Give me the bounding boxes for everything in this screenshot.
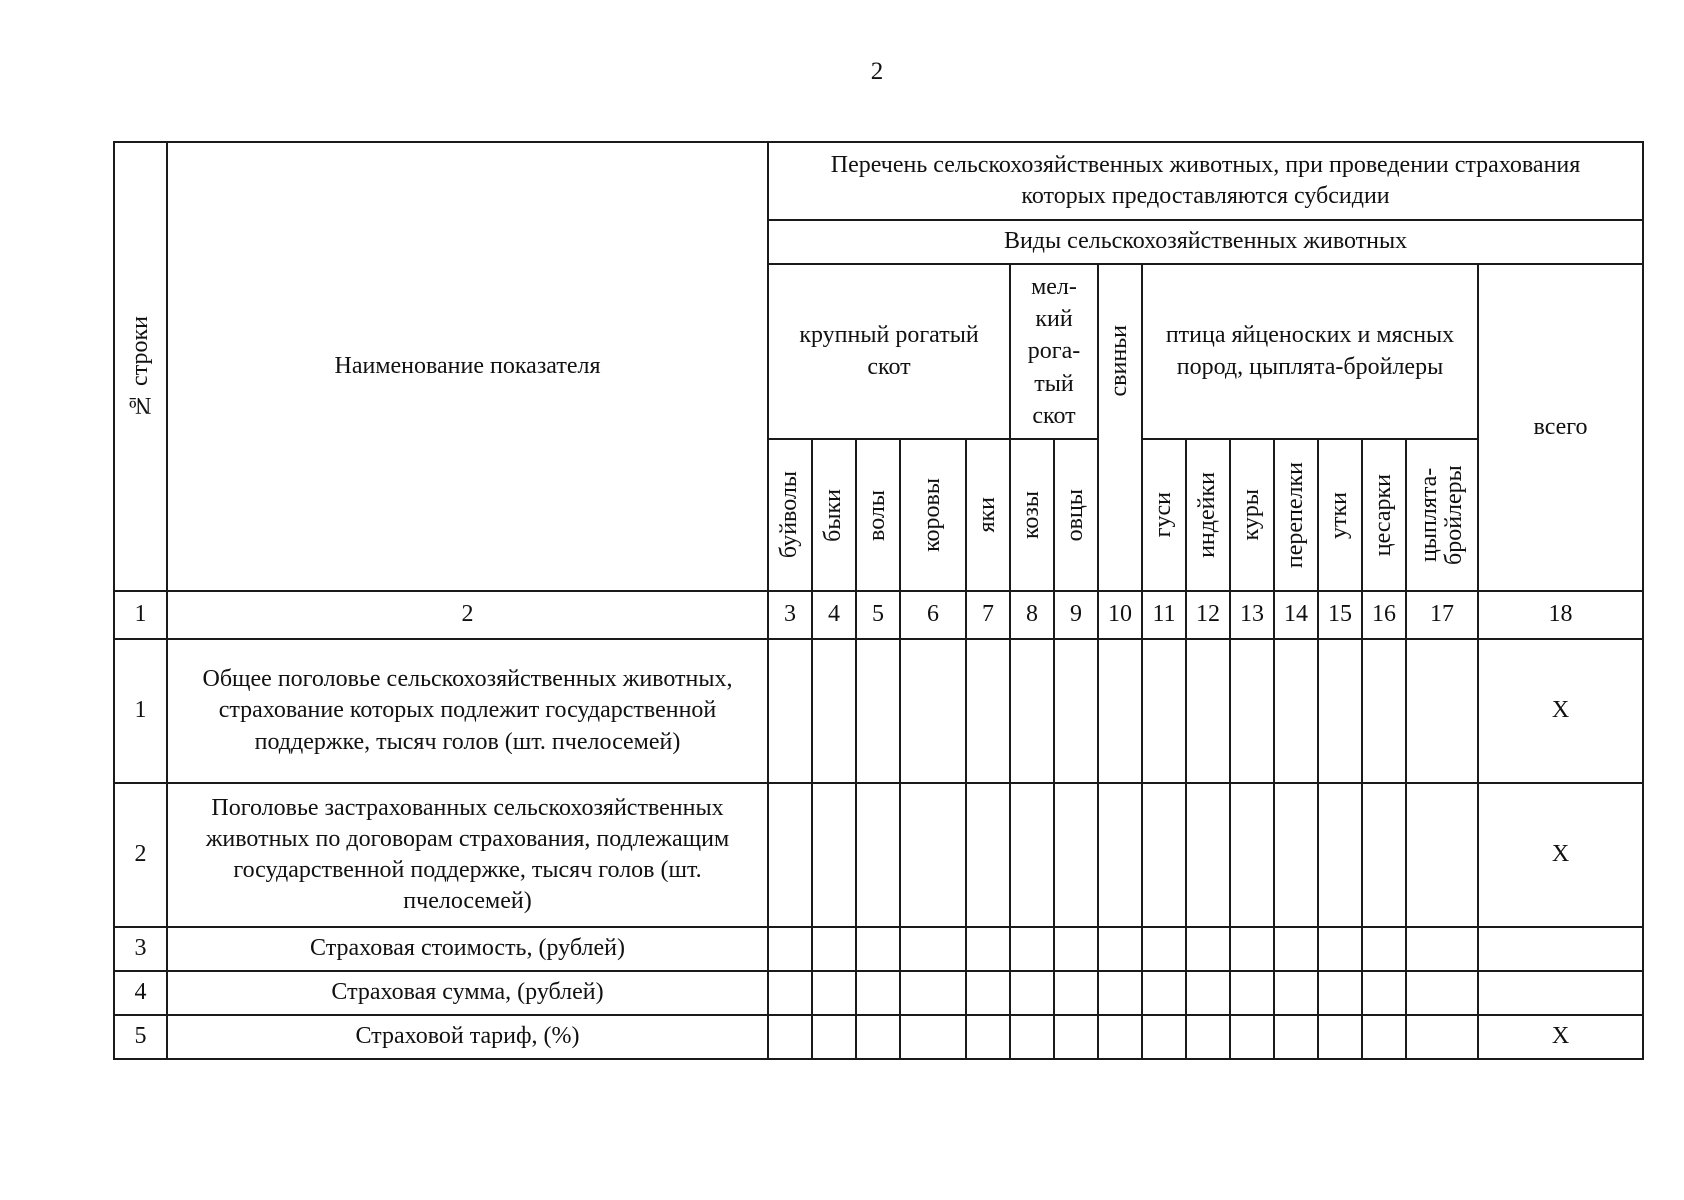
data-cell[interactable] <box>1318 1015 1362 1059</box>
sub-header-guinea-fowl: цесарки <box>1362 439 1406 591</box>
data-cell[interactable] <box>1098 927 1142 971</box>
data-cell[interactable] <box>1274 783 1318 927</box>
data-cell[interactable] <box>900 783 966 927</box>
data-cell[interactable] <box>966 639 1010 783</box>
data-cell[interactable] <box>966 1015 1010 1059</box>
total-cell <box>1478 971 1643 1015</box>
sub-header-turkeys: индейки <box>1186 439 1230 591</box>
data-cell[interactable] <box>1054 971 1098 1015</box>
data-cell[interactable] <box>768 927 812 971</box>
types-title-header: Виды сельскохозяйственных животных <box>768 220 1643 264</box>
data-cell[interactable] <box>1186 927 1230 971</box>
pigs-header: свиньи <box>1098 264 1142 591</box>
row-number: 2 <box>114 783 167 927</box>
data-cell[interactable] <box>1318 639 1362 783</box>
data-cell[interactable] <box>812 971 856 1015</box>
data-cell[interactable] <box>1230 927 1274 971</box>
col-number: 10 <box>1098 591 1142 639</box>
sub-header-oxen: волы <box>856 439 900 591</box>
data-cell[interactable] <box>1362 1015 1406 1059</box>
data-cell[interactable] <box>1362 639 1406 783</box>
data-cell[interactable] <box>1054 639 1098 783</box>
data-cell[interactable] <box>1230 783 1274 927</box>
table-row <box>114 927 1643 971</box>
data-cell[interactable] <box>966 927 1010 971</box>
table-row <box>114 971 1643 1015</box>
col-number: 7 <box>966 591 1010 639</box>
data-cell[interactable] <box>856 1015 900 1059</box>
total-cell: X <box>1478 1015 1643 1059</box>
row-number: 4 <box>114 971 167 1015</box>
data-cell[interactable] <box>1362 783 1406 927</box>
data-cell[interactable] <box>1186 971 1230 1015</box>
col-number: 4 <box>812 591 856 639</box>
data-cell[interactable] <box>1098 783 1142 927</box>
data-cell[interactable] <box>1186 1015 1230 1059</box>
data-cell[interactable] <box>1010 971 1054 1015</box>
indicator-name: Общее поголовье сельскохозяйственных животных, страхование которых подлежит государственной поддержке, тысяч голов (шт. пчелосемей) <box>167 639 768 783</box>
data-cell[interactable] <box>1274 971 1318 1015</box>
col-number: 14 <box>1274 591 1318 639</box>
data-cell[interactable] <box>1406 783 1478 927</box>
total-cell <box>1478 927 1643 971</box>
data-cell[interactable] <box>812 639 856 783</box>
data-cell[interactable] <box>768 971 812 1015</box>
data-cell[interactable] <box>1098 1015 1142 1059</box>
row-number: 1 <box>114 639 167 783</box>
col-number: 5 <box>856 591 900 639</box>
page-number: 2 <box>870 58 884 85</box>
col-number: 3 <box>768 591 812 639</box>
data-cell[interactable] <box>1142 639 1186 783</box>
data-cell[interactable] <box>812 1015 856 1059</box>
data-cell[interactable] <box>1098 971 1142 1015</box>
table-row <box>114 1015 1643 1059</box>
data-cell[interactable] <box>1186 783 1230 927</box>
data-cell[interactable] <box>966 971 1010 1015</box>
data-cell[interactable] <box>768 783 812 927</box>
sub-header-yaks: яки <box>966 439 1010 591</box>
data-cell[interactable] <box>1406 1015 1478 1059</box>
data-cell[interactable] <box>1406 639 1478 783</box>
data-cell[interactable] <box>1010 639 1054 783</box>
col-number: 15 <box>1318 591 1362 639</box>
group-cattle-header: крупный рогатый скот <box>768 264 1010 439</box>
data-cell[interactable] <box>856 927 900 971</box>
data-cell[interactable] <box>1230 971 1274 1015</box>
data-cell[interactable] <box>1274 927 1318 971</box>
data-cell[interactable] <box>856 783 900 927</box>
data-cell[interactable] <box>1186 639 1230 783</box>
data-cell[interactable] <box>1054 1015 1098 1059</box>
col-number: 17 <box>1406 591 1478 639</box>
data-cell[interactable] <box>1230 1015 1274 1059</box>
data-cell[interactable] <box>1362 971 1406 1015</box>
data-cell[interactable] <box>1010 783 1054 927</box>
data-cell[interactable] <box>1318 971 1362 1015</box>
subsidy-table <box>113 141 1644 1060</box>
data-cell[interactable] <box>856 639 900 783</box>
col-number: 9 <box>1054 591 1098 639</box>
data-cell[interactable] <box>1318 783 1362 927</box>
group-small-cattle-header: мел- кий рога- тый скот <box>1010 264 1098 439</box>
row-number: 3 <box>114 927 167 971</box>
data-cell[interactable] <box>1318 927 1362 971</box>
row-number: 5 <box>114 1015 167 1059</box>
indicator-name: Поголовье застрахованных сельскохозяйственных животных по договорам страхования, подлежащим государственной поддержке, тысяч голов (шт. пчелосемей) <box>167 783 768 927</box>
indicator-name: Страховая стоимость, (рублей) <box>167 927 768 971</box>
sub-header-bulls: быки <box>812 439 856 591</box>
sub-header-chickens: куры <box>1230 439 1274 591</box>
indicator-name: Страховая сумма, (рублей) <box>167 971 768 1015</box>
data-cell[interactable] <box>1406 971 1478 1015</box>
data-cell[interactable] <box>1362 927 1406 971</box>
data-cell[interactable] <box>900 1015 966 1059</box>
data-cell[interactable] <box>1274 1015 1318 1059</box>
data-cell[interactable] <box>1274 639 1318 783</box>
data-cell[interactable] <box>1142 1015 1186 1059</box>
data-cell[interactable] <box>1142 783 1186 927</box>
group-poultry-header: птица яйценоских и мясных пород, цыплята-бройлеры <box>1142 264 1478 439</box>
data-cell[interactable] <box>768 639 812 783</box>
col-number: 2 <box>167 591 768 639</box>
indicator-name-header: Наименование показателя <box>167 142 768 591</box>
data-cell[interactable] <box>1054 783 1098 927</box>
col-number: 11 <box>1142 591 1186 639</box>
data-cell[interactable] <box>900 971 966 1015</box>
col-number: 18 <box>1478 591 1643 639</box>
row-number-header: № строки <box>114 142 167 591</box>
col-number: 13 <box>1230 591 1274 639</box>
data-cell[interactable] <box>812 927 856 971</box>
sub-header-ducks: утки <box>1318 439 1362 591</box>
total-cell: X <box>1478 639 1643 783</box>
sub-header-buffalo: буйволы <box>768 439 812 591</box>
sub-header-broilers: цыплята- бройлеры <box>1406 439 1478 591</box>
column-numbers-row <box>114 591 1643 639</box>
col-number: 12 <box>1186 591 1230 639</box>
indicator-name: Страховой тариф, (%) <box>167 1015 768 1059</box>
total-header: всего <box>1478 264 1643 591</box>
data-cell[interactable] <box>1098 639 1142 783</box>
sub-header-geese: гуси <box>1142 439 1186 591</box>
sub-header-cows: коровы <box>900 439 966 591</box>
sub-header-quails: перепелки <box>1274 439 1318 591</box>
data-cell[interactable] <box>1054 927 1098 971</box>
data-cell[interactable] <box>1406 927 1478 971</box>
col-number: 16 <box>1362 591 1406 639</box>
table-row <box>114 783 1643 927</box>
col-number: 6 <box>900 591 966 639</box>
sub-header-sheep: овцы <box>1054 439 1098 591</box>
data-cell[interactable] <box>1230 639 1274 783</box>
data-cell[interactable] <box>1142 971 1186 1015</box>
data-cell[interactable] <box>768 1015 812 1059</box>
table-row <box>114 639 1643 783</box>
data-cell[interactable] <box>856 971 900 1015</box>
total-cell: X <box>1478 783 1643 927</box>
col-number: 8 <box>1010 591 1054 639</box>
col-number: 1 <box>114 591 167 639</box>
list-title-header: Перечень сельскохозяйственных животных, при проведении страхования которых предоставляются субсидии <box>768 142 1643 220</box>
data-cell[interactable] <box>1142 927 1186 971</box>
data-cell[interactable] <box>1010 1015 1054 1059</box>
data-cell[interactable] <box>812 783 856 927</box>
data-cell[interactable] <box>1010 927 1054 971</box>
data-cell[interactable] <box>900 639 966 783</box>
data-cell[interactable] <box>900 927 966 971</box>
sub-header-goats: козы <box>1010 439 1054 591</box>
data-cell[interactable] <box>966 783 1010 927</box>
